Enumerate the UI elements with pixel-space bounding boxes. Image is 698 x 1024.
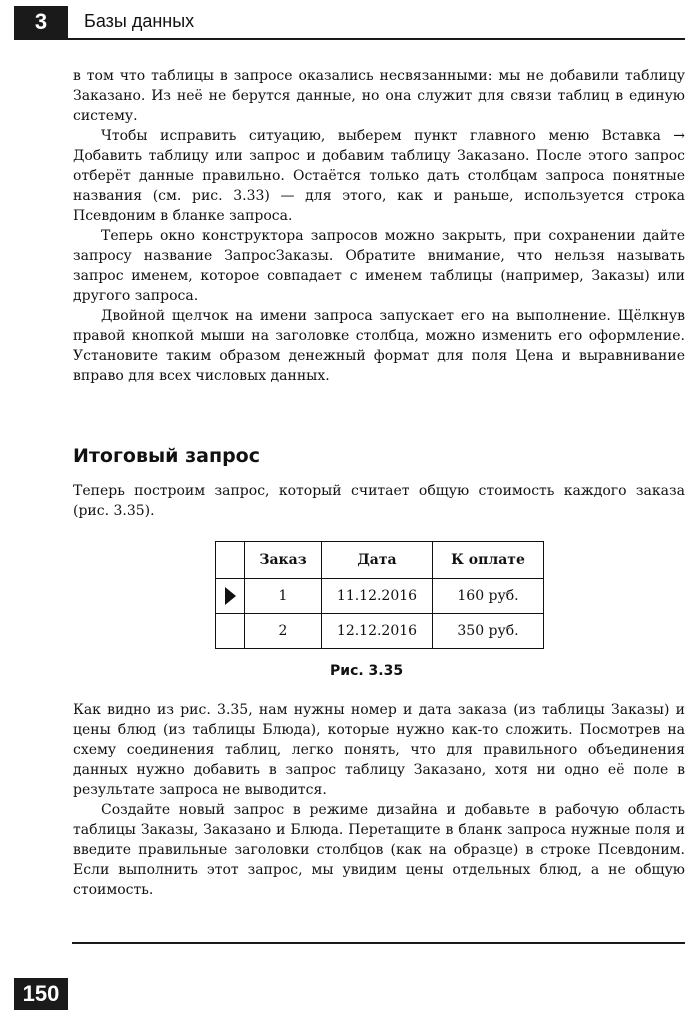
row-selector-header bbox=[216, 542, 245, 579]
table-header-row bbox=[216, 542, 544, 579]
footer-rule bbox=[72, 942, 685, 944]
cell-amount: 350 руб. bbox=[433, 614, 544, 649]
query-result-table bbox=[215, 541, 544, 649]
chapter-title: Базы данных bbox=[84, 11, 195, 31]
paragraph: Чтобы исправить ситуацию, выберем пункт главного меню Вставка → Добавить таблицу или запрос и добавим таблицу Заказано. После этого запрос отберёт данные правильно. Остаётся только дать столбцам запроса понятные названия (см. рис. 3.33) — для этого, как и раньше, используется строка Псевдоним в бланке запроса. bbox=[73, 128, 685, 224]
paragraph: Теперь построим запрос, который считает общую стоимость каждого заказа (рис. 3.35). bbox=[73, 483, 685, 519]
cell-order: 2 bbox=[245, 614, 322, 649]
table-row bbox=[216, 614, 544, 649]
cell-order: 1 bbox=[245, 579, 322, 614]
cell-amount: 160 руб. bbox=[433, 579, 544, 614]
column-header-order: Заказ bbox=[245, 542, 322, 579]
cell-date: 12.12.2016 bbox=[322, 614, 433, 649]
paragraph: Двойной щелчок на имени запроса запускает его на выполнение. Щёлкнув правой кнопкой мыши на заголовке столбца, можно изменить его оформление. Установите таким образом денежный формат для поля Цена и выравнивание вправо для всех числовых данных. bbox=[73, 308, 685, 384]
paragraph: Теперь окно конструктора запросов можно закрыть, при сохранении дайте запросу название ЗапросЗаказы. Обратите внимание, что нельзя называть запрос именем, которое совпадает с именем таблицы (например, Заказы) или другого запроса. bbox=[73, 228, 685, 304]
paragraph: Как видно из рис. 3.35, нам нужны номер и дата заказа (из таблицы Заказы) и цены блюд (из таблицы Блюда), которые нужно как-то сложить. Посмотрев на схему соединения таблиц, легко понять, что для правильного объединения данных нужно добавить в запрос таблицу Заказано, хотя ни одно её поле в результате запроса не выводится. bbox=[73, 702, 685, 798]
paragraph: в том что таблицы в запросе оказались несвязанными: мы не добавили таблицу Заказано. Из неё не берутся данные, но она служит для связи таблиц в единую систему. bbox=[73, 68, 685, 124]
header-rule bbox=[14, 38, 685, 40]
intro-text-block bbox=[73, 481, 685, 521]
bottom-text-block bbox=[73, 700, 685, 900]
row-selector bbox=[216, 614, 245, 649]
chapter-number: 3 bbox=[14, 6, 68, 38]
figure-caption: Рис. 3.35 bbox=[330, 663, 404, 679]
current-record-icon bbox=[225, 587, 236, 605]
cell-date: 11.12.2016 bbox=[322, 579, 433, 614]
paragraph: Создайте новый запрос в режиме дизайна и добавьте в рабочую область таблицы Заказы, Заказано и Блюда. Перетащите в бланк запроса нужные поля и введите правильные заголовки столбцов (как на образце) в строке Псевдоним. Если выполнить этот запрос, мы увидим цены отдельных блюд, а не общую стоимость. bbox=[73, 802, 685, 898]
column-header-date: Дата bbox=[322, 542, 433, 579]
table-row bbox=[216, 579, 544, 614]
page-number: 150 bbox=[14, 978, 68, 1010]
row-selector bbox=[216, 579, 245, 614]
column-header-amount: К оплате bbox=[433, 542, 544, 579]
top-text-block bbox=[73, 66, 685, 386]
section-heading: Итоговый запрос bbox=[73, 445, 260, 467]
